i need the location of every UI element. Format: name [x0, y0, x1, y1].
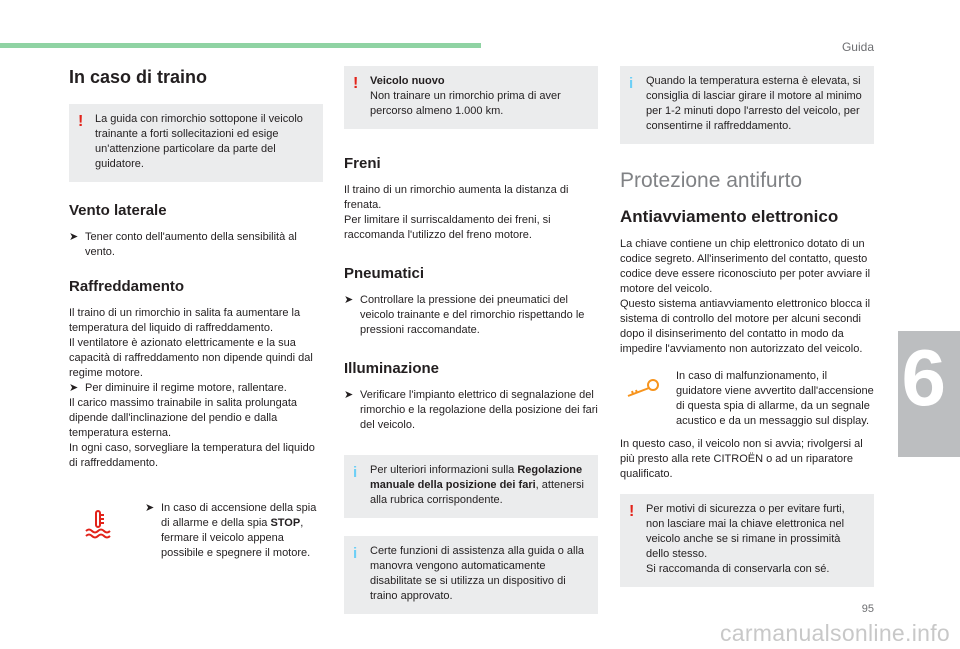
warning-box: [69, 104, 323, 182]
info-bold: Regolazione manuale della posizione dei fari: [370, 464, 583, 491]
paragraph: Il traino di un rimorchio aumenta la distanza di frenata.: [344, 184, 569, 211]
warning-title: Veicolo nuovo: [370, 75, 445, 87]
paragraph: Il carico massimo trainabile in salita prolungata dipende dall'inclinazione del pendio e dalla temperatura esterna.: [69, 397, 298, 439]
bullet-item: [69, 381, 323, 396]
info-text: , attenersi alla rubrica corrispondente.: [370, 479, 584, 506]
column-1: [69, 66, 323, 575]
bullet-item: [344, 293, 598, 338]
raffreddamento-body: [69, 306, 323, 471]
heading-pneumatici: Pneumatici: [344, 265, 425, 282]
paragraph: La chiave contiene un chip elettronico dotato di un codice segreto. All'inserimento del contatto, questo codice deve essere riconosciuto per poter avviare il motore del veicolo.: [620, 238, 871, 295]
bullet-text: Controllare la pressione dei pneumatici del veicolo trainante e del rimorchio rispettando le pressioni raccomandate.: [360, 294, 585, 336]
warning-icon: !: [353, 75, 359, 92]
info-text: Per ulteriori informazioni sulla: [370, 464, 518, 476]
bullet-icon: ➤: [344, 294, 354, 306]
info-icon: i: [629, 75, 634, 92]
section-title: Protezione antifurto: [620, 169, 803, 192]
info-icon: i: [353, 464, 358, 481]
note-text: , fermare il veicolo appena possibile e spegnere il motore.: [161, 517, 311, 559]
bullet-item: [69, 230, 323, 260]
heading-freni: Freni: [344, 155, 381, 172]
info-text: Quando la temperatura esterna è elevata, si consiglia di lasciar girare il motore al minimo per 1-2 minuti dopo l'arresto del veicolo, per consentirne il raffreddamento.: [646, 75, 862, 132]
bullet-text: Tener conto dell'aumento della sensibilità al vento.: [85, 231, 297, 258]
paragraph: Il ventilatore è azionato elettricamente e la sua capacità di raffreddamento non dipende quindi dal regime motore.: [69, 337, 313, 379]
warning-text: Non trainare un rimorchio prima di aver percorso almeno 1.000 km.: [370, 90, 561, 117]
warning-text: Per motivi di sicurezza o per evitare furti, non lasciare mai la chiave elettronica nel veicolo anche se si rimane in prossimità dello stesso.: [646, 503, 845, 560]
bullet-icon: ➤: [145, 502, 155, 514]
coolant-note: [69, 501, 323, 561]
info-box: [620, 66, 874, 144]
accent-bar: [0, 43, 481, 48]
info-box: [344, 536, 598, 614]
note-text: In caso di malfunzionamento, il guidatore viene avvertito dall'accensione di questa spia di allarme, da un segnale acustico e da un messaggio sul display.: [676, 370, 874, 427]
bullet-icon: ➤: [344, 389, 354, 401]
section-label: Guida: [841, 40, 874, 54]
warning-icon: !: [78, 113, 84, 130]
heading-illuminazione: Illuminazione: [344, 360, 440, 377]
paragraph: Per limitare il surriscaldamento dei freni, si raccomanda l'utilizzo del freno motore.: [344, 214, 551, 241]
note-bold: STOP: [270, 517, 301, 529]
warning-box: [620, 494, 874, 587]
bullet-icon: ➤: [69, 382, 79, 394]
freni-body: [344, 183, 598, 243]
bullet-icon: ➤: [69, 231, 79, 243]
page-title: In caso di traino: [69, 67, 208, 87]
bullet-item: [145, 501, 323, 561]
column-3: [620, 66, 874, 607]
paragraph: In ogni caso, sorvegliare la temperatura del liquido di raffreddamento.: [69, 442, 315, 469]
paragraph: Questo sistema antiavviamento elettronico blocca il sistema di controllo del motore per alcuni secondi dopo il disinserimento del contatto in modo da impedire l'avviamento non autorizzato del veicolo.: [620, 298, 871, 355]
heading-vento-laterale: Vento laterale: [69, 202, 167, 219]
bullet-text: Verificare l'impianto elettrico di segnalazione del rimorchio e la regolazione della posizione dei fari del veicolo.: [360, 389, 598, 431]
warning-text: La guida con rimorchio sottopone il veicolo trainante a forti sollecitazioni ed esige un'attenzione particolare da parte del guidatore.: [95, 113, 303, 170]
page-number: 95: [861, 603, 874, 615]
info-icon: i: [353, 545, 358, 562]
info-box: [344, 455, 598, 518]
warning-text: Si raccomanda di conservarla con sé.: [646, 563, 830, 575]
watermark: carmanualsonline.info: [719, 620, 950, 646]
chapter-number: 6: [901, 333, 946, 422]
key-wrench-icon: [624, 377, 660, 399]
paragraph: In questo caso, il veicolo non si avvia; rivolgersi al più presto alla rete CITROËN o ad un riparatore qualificato.: [620, 438, 863, 480]
column-2: [344, 66, 598, 634]
paragraph: Il traino di un rimorchio in salita fa aumentare la temperatura del liquido di raffreddamento.: [69, 307, 301, 334]
subsection-title: Antiavviamento elettronico: [620, 207, 839, 226]
note-text: In caso di accensione della spia di allarme e della spia: [161, 502, 317, 529]
info-text: Certe funzioni di assistenza alla guida o alla manovra vengono automaticamente disabilitate se si utilizza un dispositivo di traino approvato.: [370, 545, 585, 602]
antiavviamento-body: [620, 237, 874, 357]
heading-raffreddamento: Raffreddamento: [69, 278, 185, 295]
bullet-item: [344, 388, 598, 433]
warning-box: [344, 66, 598, 129]
warning-icon: !: [629, 503, 635, 520]
bullet-text: Per diminuire il regime motore, rallentare.: [85, 382, 287, 394]
coolant-temperature-icon: [83, 509, 113, 539]
key-note: [620, 369, 874, 429]
